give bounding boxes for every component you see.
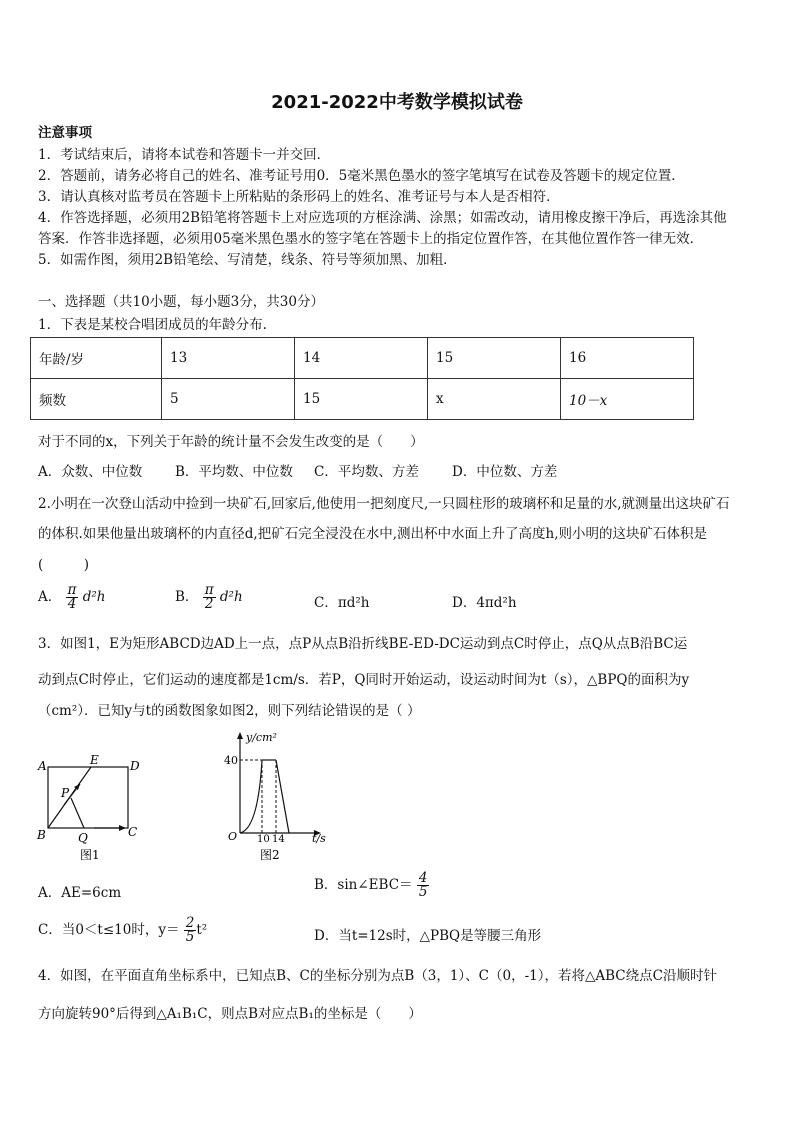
option-expression: sin∠EBC＝ — [337, 877, 413, 893]
q1-option-a: A．众数、中位数 — [38, 464, 143, 480]
q3-option-b — [314, 872, 429, 899]
table-cell: 15 — [295, 379, 428, 420]
table-row — [31, 379, 694, 420]
fraction-numerator: π — [67, 582, 77, 598]
option-label: C．当0＜t≤10时， — [38, 922, 159, 938]
tick-label-40: 40 — [224, 754, 238, 767]
label-e: E — [90, 753, 99, 767]
table-cell: 13 — [162, 338, 295, 379]
q1-option-c: C．平均数、方差 — [314, 464, 419, 480]
q2-line: ( ) — [38, 557, 90, 573]
q4-line: 4．如图，在平面直角坐标系中，已知点B、C的坐标分别为点B（3，1）、C（0，-1），若将△ABC绕点C沿顺时针 — [38, 968, 717, 984]
table-cell: 年龄/岁 — [31, 338, 162, 379]
q3-line: 动到点C时停止，它们运动的速度都是1cm/s．若P，Q同时开始运动，设运动时间为t（s），△BPQ的面积为y — [38, 672, 690, 688]
notice-item: 1．考试结束后，请将本试卷和答题卡一并交回． — [38, 147, 331, 163]
table-cell: 10－x — [561, 379, 694, 420]
fraction-denominator: 5 — [185, 929, 195, 945]
table-row — [31, 338, 694, 379]
fraction — [417, 872, 430, 899]
table-cell: 16 — [561, 338, 694, 379]
option-label: B． — [314, 877, 338, 893]
option-expression: d²h — [82, 589, 106, 605]
q2-option-d: D．4πd²h — [452, 595, 517, 611]
table-cell: x — [428, 379, 561, 420]
arrow-head — [237, 732, 243, 739]
q3-line: （cm²）．已知y与t的函数图象如图2，则下列结论错误的是（ ） — [38, 703, 421, 719]
notice-item: 4．作答选择题，必须用2B铅笔将答题卡上对应选项的方框涂满、涂黑；如需改动，请用橡皮擦干净后，再选涂其他 — [38, 210, 727, 226]
option-expression: y＝ — [158, 922, 180, 938]
figure-caption: 图1 — [80, 848, 100, 862]
option-label: A． — [38, 589, 62, 605]
notice-item: 5．如需作图，须用2B铅笔绘、写清楚，线条、符号等须加黑、加粗． — [38, 252, 457, 268]
fraction-denominator: 4 — [67, 596, 77, 612]
notice-item: 3．请认真核对监考员在答题卡上所粘贴的条形码上的姓名、准考证号与本人是否相符． — [38, 189, 560, 205]
page-title: 2021-2022中考数学模拟试卷 — [271, 92, 523, 113]
label-d: D — [130, 759, 140, 773]
q2-line: 的体积.如果他量出玻璃杯的内直径d,把矿石完全浸没在水中,测出杯中水面上升了高度h,则小明的这块矿石体积是 — [38, 526, 707, 542]
origin-label: O — [228, 830, 238, 843]
segment-pq — [71, 798, 84, 828]
section-heading: 一、选择题（共10小题，每小题3分，共30分） — [38, 294, 324, 310]
segment-decreasing — [276, 760, 289, 833]
option-expression: t² — [196, 922, 208, 938]
q2-option-a — [38, 584, 105, 611]
table-cell: 频数 — [31, 379, 162, 420]
fraction — [203, 584, 216, 611]
option-label: B． — [175, 589, 199, 605]
q2-line: 2.小明在一次登山活动中捡到一块矿石,回家后,他使用一把刻度尺,一只圆柱形的玻璃杯和足量的水,就测量出这块矿石 — [38, 496, 730, 512]
q2-option-b — [175, 584, 243, 611]
q3-line: 3．如图1，E为矩形ABCD边AD上一点，点P从点B沿折线BE-ED-DC运动到点C时停止，点Q从点B沿BC运 — [38, 636, 688, 652]
fraction — [66, 584, 79, 611]
figure-2-graph — [222, 725, 337, 865]
tick-label-14: 14 — [272, 834, 285, 845]
q1-option-d: D．中位数、方差 — [452, 464, 558, 480]
rectangle-abcd — [48, 767, 128, 828]
x-axis-label: t/s — [312, 832, 326, 845]
label-c: C — [128, 825, 138, 839]
table-cell: 14 — [295, 338, 428, 379]
table-cell: 5 — [162, 379, 295, 420]
label-q: Q — [78, 831, 88, 845]
fraction-denominator: 5 — [418, 884, 428, 900]
fraction — [184, 917, 197, 944]
notice-item: 2．答题前，请务必将自己的姓名、准考证号用0．5毫米黑色墨水的签字笔填写在试卷及答题卡的规定位置． — [38, 168, 685, 184]
q3-option-d: D．当t=12s时，△PBQ是等腰三角形 — [314, 928, 542, 944]
label-a: A — [38, 759, 47, 773]
fraction-numerator: 4 — [418, 870, 428, 886]
notice-heading: 注意事项 — [38, 125, 92, 141]
figure-caption: 图2 — [260, 848, 280, 862]
table-cell: 15 — [428, 338, 561, 379]
q2-option-c: C．πd²h — [314, 595, 370, 611]
notice-item: 答案．作答非选择题，必须用05毫米黑色墨水的签字笔在答题卡上的指定位置作答，在其他位置作答一律无效． — [38, 231, 704, 247]
option-expression: d²h — [219, 589, 243, 605]
q4-line: 方向旋转90°后得到△A₁B₁C，则点B对应点B₁的坐标是（ ） — [38, 1006, 422, 1022]
q3-option-c — [38, 917, 207, 944]
label-p: P — [61, 786, 70, 800]
y-axis-label: y/cm² — [246, 731, 277, 744]
fraction-numerator: 2 — [185, 915, 195, 931]
tick-label-10: 10 — [257, 834, 270, 845]
arrow-head — [119, 825, 126, 831]
curve-quadratic — [240, 760, 262, 833]
q3-option-a: A．AE=6cm — [38, 885, 122, 901]
fraction-denominator: 2 — [204, 596, 214, 612]
label-b: B — [37, 828, 46, 842]
q1-stem: 1．下表是某校合唱团成员的年龄分布. — [38, 317, 267, 333]
q1-option-b: B．平均数、中位数 — [175, 464, 293, 480]
fraction-numerator: π — [204, 582, 214, 598]
age-table — [30, 337, 694, 420]
figure-1-rectangle — [34, 750, 149, 865]
q1-question: 对于不同的x，下列关于年龄的统计量不会发生改变的是（ ） — [38, 434, 424, 450]
